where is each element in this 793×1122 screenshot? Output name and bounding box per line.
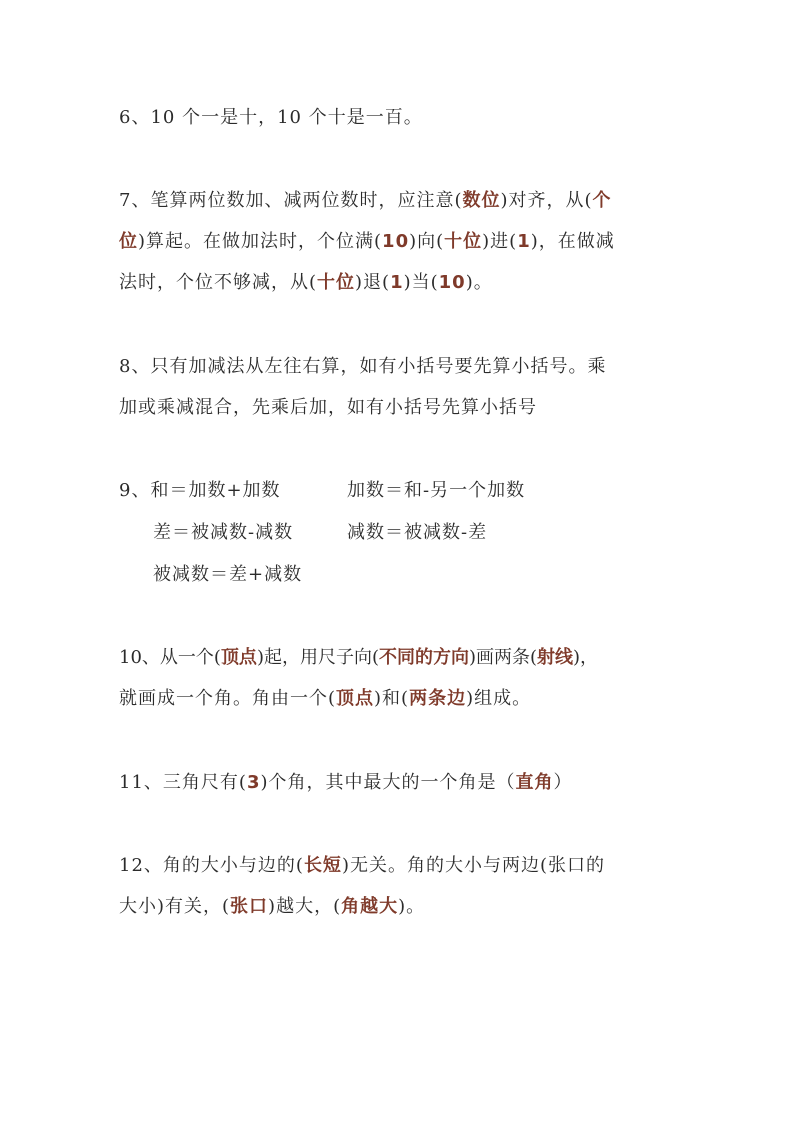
- text: )起，用尺子向(: [256, 647, 379, 668]
- item-10-line-2: [119, 687, 679, 711]
- item-9-row-3-left: [153, 563, 713, 587]
- item-7-line-3: [119, 271, 679, 295]
- text: 7、笔算两位数加、减两位数时，应注意(: [119, 190, 463, 211]
- text: 法时，个位不够减，从(: [119, 272, 318, 293]
- answer-highlight: 射线: [537, 647, 574, 668]
- item-12-line-1: [119, 854, 679, 878]
- text: )越大，(: [268, 896, 342, 917]
- text: )退(: [355, 272, 391, 293]
- answer-highlight: 数位: [462, 190, 501, 211]
- text: )当(: [403, 272, 439, 293]
- answer-highlight: 顶点: [220, 647, 257, 668]
- item-11-line-1: [119, 771, 679, 795]
- answer-highlight: 十位: [317, 272, 356, 293]
- text: )和(: [374, 688, 410, 709]
- text: )组成。: [466, 688, 532, 709]
- item-10-line-1: [119, 646, 679, 670]
- item-6-text: 6、10 个一是十，10 个十是一百。: [119, 107, 423, 128]
- text: )无关。角的大小与两边(张口的: [341, 855, 605, 876]
- answer-highlight: 十位: [444, 231, 483, 252]
- text: 11、三角尺有(: [119, 772, 247, 793]
- answer-highlight: 个: [592, 190, 612, 211]
- answer-highlight: 两条边: [409, 688, 467, 709]
- formula: 加数＝和-另一个加数: [347, 480, 526, 501]
- text: ）: [553, 772, 573, 793]
- text: 加或乘减混合，先乘后加，如有小括号先算小括号: [119, 397, 537, 418]
- text: )画两条(: [468, 647, 538, 668]
- text: )进(: [482, 231, 518, 252]
- text: )，: [573, 647, 599, 668]
- answer-highlight: 位: [119, 231, 138, 252]
- answer-highlight: 不同的方向: [378, 647, 469, 668]
- text: 就画成一个角。角由一个(: [119, 688, 337, 709]
- item-7-line-2: [119, 230, 679, 254]
- answer-highlight: 10: [438, 272, 466, 293]
- text: )对齐，从(: [500, 190, 593, 211]
- answer-highlight: 3: [246, 772, 261, 793]
- formula: 差＝被减数-减数: [153, 522, 294, 543]
- text: )算起。在做加法时，个位满(: [138, 231, 383, 252]
- item-7-line-1: [119, 189, 679, 213]
- item-9-row-1-right: [347, 479, 525, 503]
- item-8-line-2: [119, 396, 679, 420]
- answer-highlight: 长短: [303, 855, 342, 876]
- text: 大小)有关，(: [119, 896, 231, 917]
- answer-highlight: 张口: [230, 896, 269, 917]
- answer-highlight: 直角: [515, 772, 554, 793]
- answer-highlight: 角越大: [341, 896, 399, 917]
- formula: 9、和＝加数+加数: [119, 480, 281, 501]
- answer-highlight: 顶点: [336, 688, 375, 709]
- text: )。: [465, 272, 493, 293]
- item-6-line-1: [119, 106, 679, 130]
- text: )，在做减: [530, 231, 615, 252]
- text: )。: [398, 896, 426, 917]
- text: 10、从一个(: [119, 647, 221, 668]
- answer-highlight: 1: [517, 231, 531, 252]
- answer-highlight: 10: [382, 231, 410, 252]
- text: )个角，其中最大的一个角是（: [260, 772, 516, 793]
- text: 12、角的大小与边的(: [119, 855, 304, 876]
- item-8-line-1: [119, 355, 679, 379]
- item-9-row-2-right: [347, 521, 487, 545]
- formula: 减数＝被减数-差: [347, 522, 488, 543]
- formula: 被减数＝差+减数: [153, 564, 303, 585]
- answer-highlight: 1: [390, 272, 404, 293]
- text: 8、只有加减法从左往右算，如有小括号要先算小括号。乘: [119, 356, 607, 377]
- text: )向(: [409, 231, 445, 252]
- item-12-line-2: [119, 895, 679, 919]
